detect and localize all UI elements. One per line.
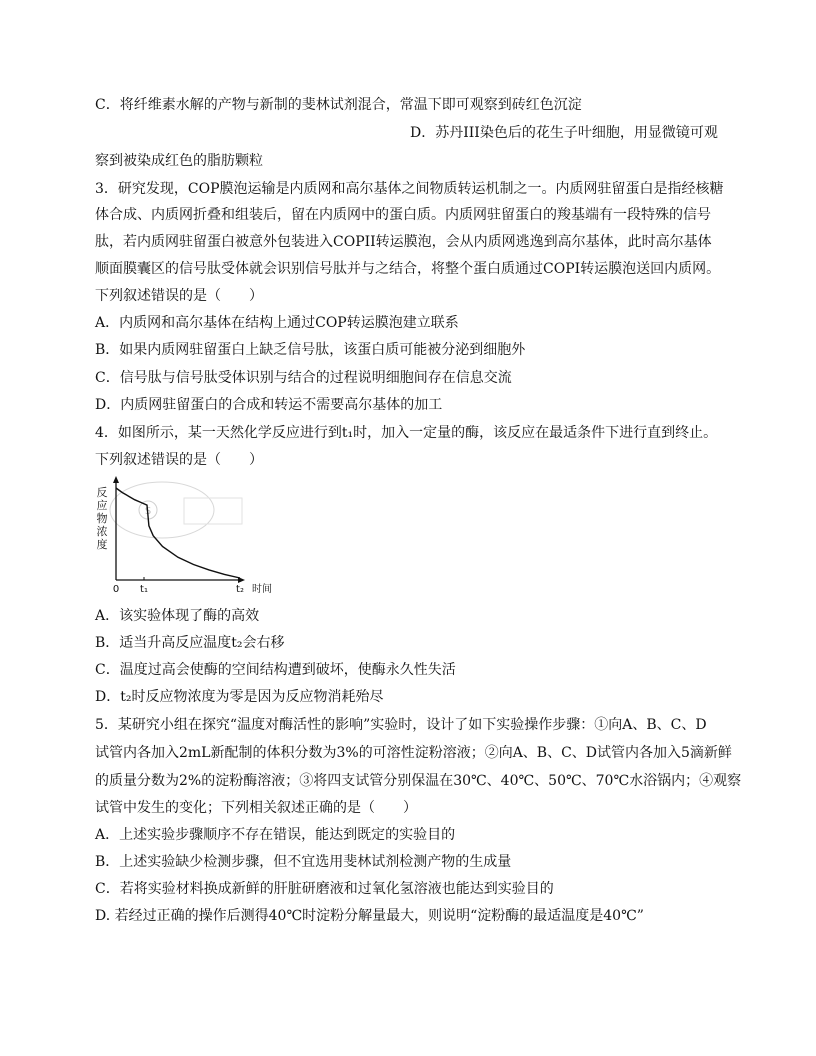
watermark-letter: S xyxy=(144,506,152,517)
y-label-char: 度 xyxy=(96,538,108,551)
q3-stem-line: 下列叙述错误的是（ ） xyxy=(95,288,263,304)
q5-stem-line: 试管内各加入2mL新配制的体积分数为3%的可溶性淀粉溶液；②向A、B、C、D试管内各加入5滴新鲜 xyxy=(95,745,732,761)
x-axis-label: 时间 xyxy=(252,584,272,595)
q4-option-d: D．t₂时反应物浓度为零是因为反应物消耗殆尽 xyxy=(95,689,384,705)
q4-stem-line: 下列叙述错误的是（ ） xyxy=(95,452,263,468)
q5-option-a: A．上述实验步骤顺序不存在错误，能达到既定的实验目的 xyxy=(95,827,456,843)
origin-label: 0 xyxy=(112,584,120,595)
reaction-chart xyxy=(92,474,304,596)
q5-stem-line: 的质量分数为2%的淀粉酶溶液；③将四支试管分别保温在30℃、40℃、50℃、70℃水浴锅内；④观察 xyxy=(95,773,742,789)
q4-stem-line: 4．如图所示，某一天然化学反应进行到t₁时，加入一定量的酶，该反应在最适条件下进行直到终止。 xyxy=(95,425,718,441)
q3-option-d: D．内质网驻留蛋白的合成和转运不需要高尔基体的加工 xyxy=(95,397,443,413)
q5-option-d: D. 若经过正确的操作后测得40℃时淀粉分解量最大，则说明“淀粉酶的最适温度是40℃” xyxy=(95,908,644,924)
q3-option-c: C．信号肽与信号肽受体识别与结合的过程说明细胞间存在信息交流 xyxy=(95,370,512,386)
q3-option-a: A．内质网和高尔基体在结构上通过COP转运膜泡建立联系 xyxy=(95,315,459,331)
t2-label: t₂ xyxy=(236,584,244,595)
q2-option-d-line2: 察到被染成红色的脂肪颗粒 xyxy=(95,153,263,169)
q2-option-d-line1: D．苏丹III染色后的花生子叶细胞，用显微镜可观 xyxy=(410,125,718,141)
q5-option-c: C．若将实验材料换成新鲜的肝脏研磨液和过氧化氢溶液也能达到实验目的 xyxy=(95,881,554,897)
y-label-char: 浓 xyxy=(96,525,108,538)
q3-stem-line: 体合成、内质网折叠和组装后，留在内质网中的蛋白质。内质网驻留蛋白的羧基端有一段特殊的信号 xyxy=(95,207,711,223)
q3-stem-line: 3．研究发现，COP膜泡运输是内质网和高尔基体之间物质转运机制之一。内质网驻留蛋白是指经核糖 xyxy=(95,181,724,197)
q2-option-c: C．将纤维素水解的产物与新制的斐林试剂混合，常温下即可观察到砖红色沉淀 xyxy=(95,97,582,113)
q3-option-b: B．如果内质网驻留蛋白上缺乏信号肽，该蛋白质可能被分泌到细胞外 xyxy=(95,342,526,358)
y-label-char: 物 xyxy=(96,512,108,525)
q5-option-b: B．上述实验缺少检测步骤，但不宜选用斐林试剂检测产物的生成量 xyxy=(95,854,512,870)
q5-stem-line: 5．某研究小组在探究“温度对酶活性的影响”实验时，设计了如下实验操作步骤：①向A、B、C、D xyxy=(95,717,707,733)
q4-option-c: C．温度过高会使酶的空间结构遭到破坏，使酶永久性失活 xyxy=(95,662,456,678)
q5-stem-line: 试管中发生的变化；下列相关叙述正确的是（ ） xyxy=(95,800,417,816)
y-label-char: 应 xyxy=(96,499,108,512)
t1-label: t₁ xyxy=(140,584,148,595)
y-label-char: 反 xyxy=(96,486,108,499)
q4-option-a: A．该实验体现了酶的高效 xyxy=(95,608,260,624)
q3-stem-line: 肽，若内质网驻留蛋白被意外包装进入COPII转运膜泡，会从内质网逃逸到高尔基体，此时高尔基体 xyxy=(95,234,712,250)
q3-stem-line: 顺面膜囊区的信号肽受体就会识别信号肽并与之结合，将整个蛋白质通过COPI转运膜泡送回内质网。 xyxy=(95,261,721,277)
q4-option-b: B．适当升高反应温度t₂会右移 xyxy=(95,635,285,651)
